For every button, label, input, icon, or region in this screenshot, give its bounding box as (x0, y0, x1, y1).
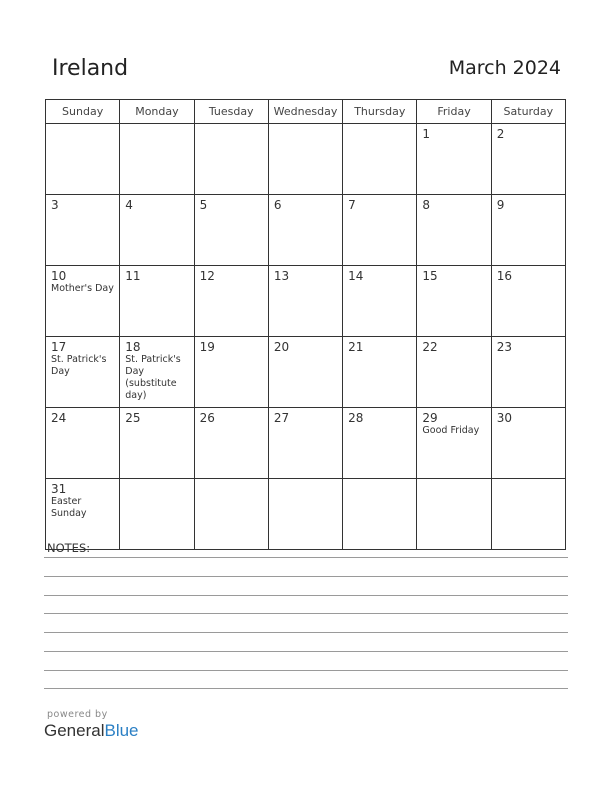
day-cell (194, 408, 268, 479)
day-cell (46, 337, 120, 408)
day-cell (268, 195, 342, 266)
note-line (44, 557, 568, 558)
empty-day-cell (343, 124, 417, 195)
empty-day-cell (343, 479, 417, 550)
day-cell (417, 337, 491, 408)
day-number: 6 (273, 198, 282, 212)
empty-day-cell (268, 479, 342, 550)
day-number: 23 (496, 340, 512, 354)
day-number: 2 (496, 127, 505, 141)
brand-logo-blue: Blue (104, 721, 139, 740)
day-number: 21 (348, 340, 364, 354)
day-number: 16 (496, 269, 512, 283)
day-number: 30 (496, 411, 512, 425)
powered-by-text: powered by (47, 709, 108, 720)
weekday-header: Friday (417, 100, 491, 124)
week-row (46, 408, 566, 479)
day-number: 1 (422, 127, 431, 141)
weekday-header: Thursday (343, 100, 417, 124)
day-number: 8 (422, 198, 431, 212)
day-number: 26 (199, 411, 215, 425)
day-cell (491, 337, 565, 408)
day-number: 9 (496, 198, 505, 212)
day-number: 25 (125, 411, 141, 425)
week-row (46, 479, 566, 550)
week-row (46, 124, 566, 195)
holiday-label: Easter Sunday (51, 496, 87, 519)
day-cell (120, 195, 194, 266)
day-number: 7 (348, 198, 356, 212)
holiday-label: Mother's Day (51, 283, 114, 294)
note-line (44, 651, 568, 652)
empty-day-cell (491, 479, 565, 550)
holiday-label: Good Friday (422, 425, 480, 436)
weekday-header: Wednesday (268, 100, 342, 124)
weekday-header: Monday (120, 100, 194, 124)
day-number: 29 (422, 411, 438, 425)
day-cell (343, 337, 417, 408)
note-line (44, 632, 568, 633)
day-cell (268, 266, 342, 337)
week-row (46, 266, 566, 337)
calendar-body (46, 124, 566, 550)
notes-label: NOTES: (47, 541, 91, 555)
day-cell (491, 195, 565, 266)
day-number: 19 (199, 340, 215, 354)
day-cell (120, 266, 194, 337)
day-number: 20 (273, 340, 290, 354)
week-row (46, 195, 566, 266)
empty-day-cell (46, 124, 120, 195)
day-cell (417, 266, 491, 337)
day-number: 15 (422, 269, 438, 283)
day-cell (268, 337, 342, 408)
day-cell (120, 337, 194, 408)
day-cell (46, 266, 120, 337)
day-cell (194, 266, 268, 337)
day-cell (343, 266, 417, 337)
day-cell (343, 408, 417, 479)
calendar-grid (45, 99, 566, 550)
day-cell (46, 195, 120, 266)
day-cell (417, 408, 491, 479)
day-number: 14 (348, 269, 364, 283)
day-number: 10 (51, 269, 67, 283)
week-row (46, 337, 566, 408)
note-line (44, 670, 568, 671)
empty-day-cell (268, 124, 342, 195)
day-number: 11 (125, 269, 141, 283)
brand-logo-general: General (44, 721, 105, 740)
day-cell (46, 479, 120, 550)
holiday-label: St. Patrick's Day (51, 354, 107, 377)
weekday-header: Tuesday (194, 100, 268, 124)
empty-day-cell (120, 479, 194, 550)
day-cell (417, 124, 491, 195)
day-number: 5 (199, 198, 208, 212)
day-cell (194, 337, 268, 408)
day-number: 18 (125, 340, 141, 354)
empty-day-cell (194, 124, 268, 195)
empty-day-cell (120, 124, 194, 195)
day-cell (120, 408, 194, 479)
day-number: 24 (51, 411, 67, 425)
weekday-header-row (46, 100, 566, 124)
day-cell (194, 195, 268, 266)
note-line (44, 688, 568, 689)
day-cell (343, 195, 417, 266)
day-cell (491, 124, 565, 195)
holiday-label: St. Patrick's Day (substitute day) (125, 354, 181, 401)
day-number: 27 (273, 411, 290, 425)
note-line (44, 613, 568, 614)
day-cell (417, 195, 491, 266)
day-number: 31 (51, 482, 67, 496)
note-line (44, 595, 568, 596)
day-cell (46, 408, 120, 479)
empty-day-cell (194, 479, 268, 550)
day-cell (268, 408, 342, 479)
weekday-header: Sunday (46, 100, 120, 124)
note-line (44, 576, 568, 577)
empty-day-cell (417, 479, 491, 550)
day-number: 3 (51, 198, 59, 212)
day-number: 12 (199, 269, 215, 283)
brand-logo[interactable] (44, 721, 139, 741)
weekday-header: Saturday (491, 100, 565, 124)
day-cell (491, 408, 565, 479)
country-title: Ireland (52, 56, 129, 81)
month-year-title: March 2024 (448, 57, 561, 79)
day-number: 4 (125, 198, 133, 212)
day-cell (491, 266, 565, 337)
day-number: 17 (51, 340, 67, 354)
day-number: 22 (422, 340, 438, 354)
day-number: 13 (273, 269, 290, 283)
day-number: 28 (348, 411, 364, 425)
